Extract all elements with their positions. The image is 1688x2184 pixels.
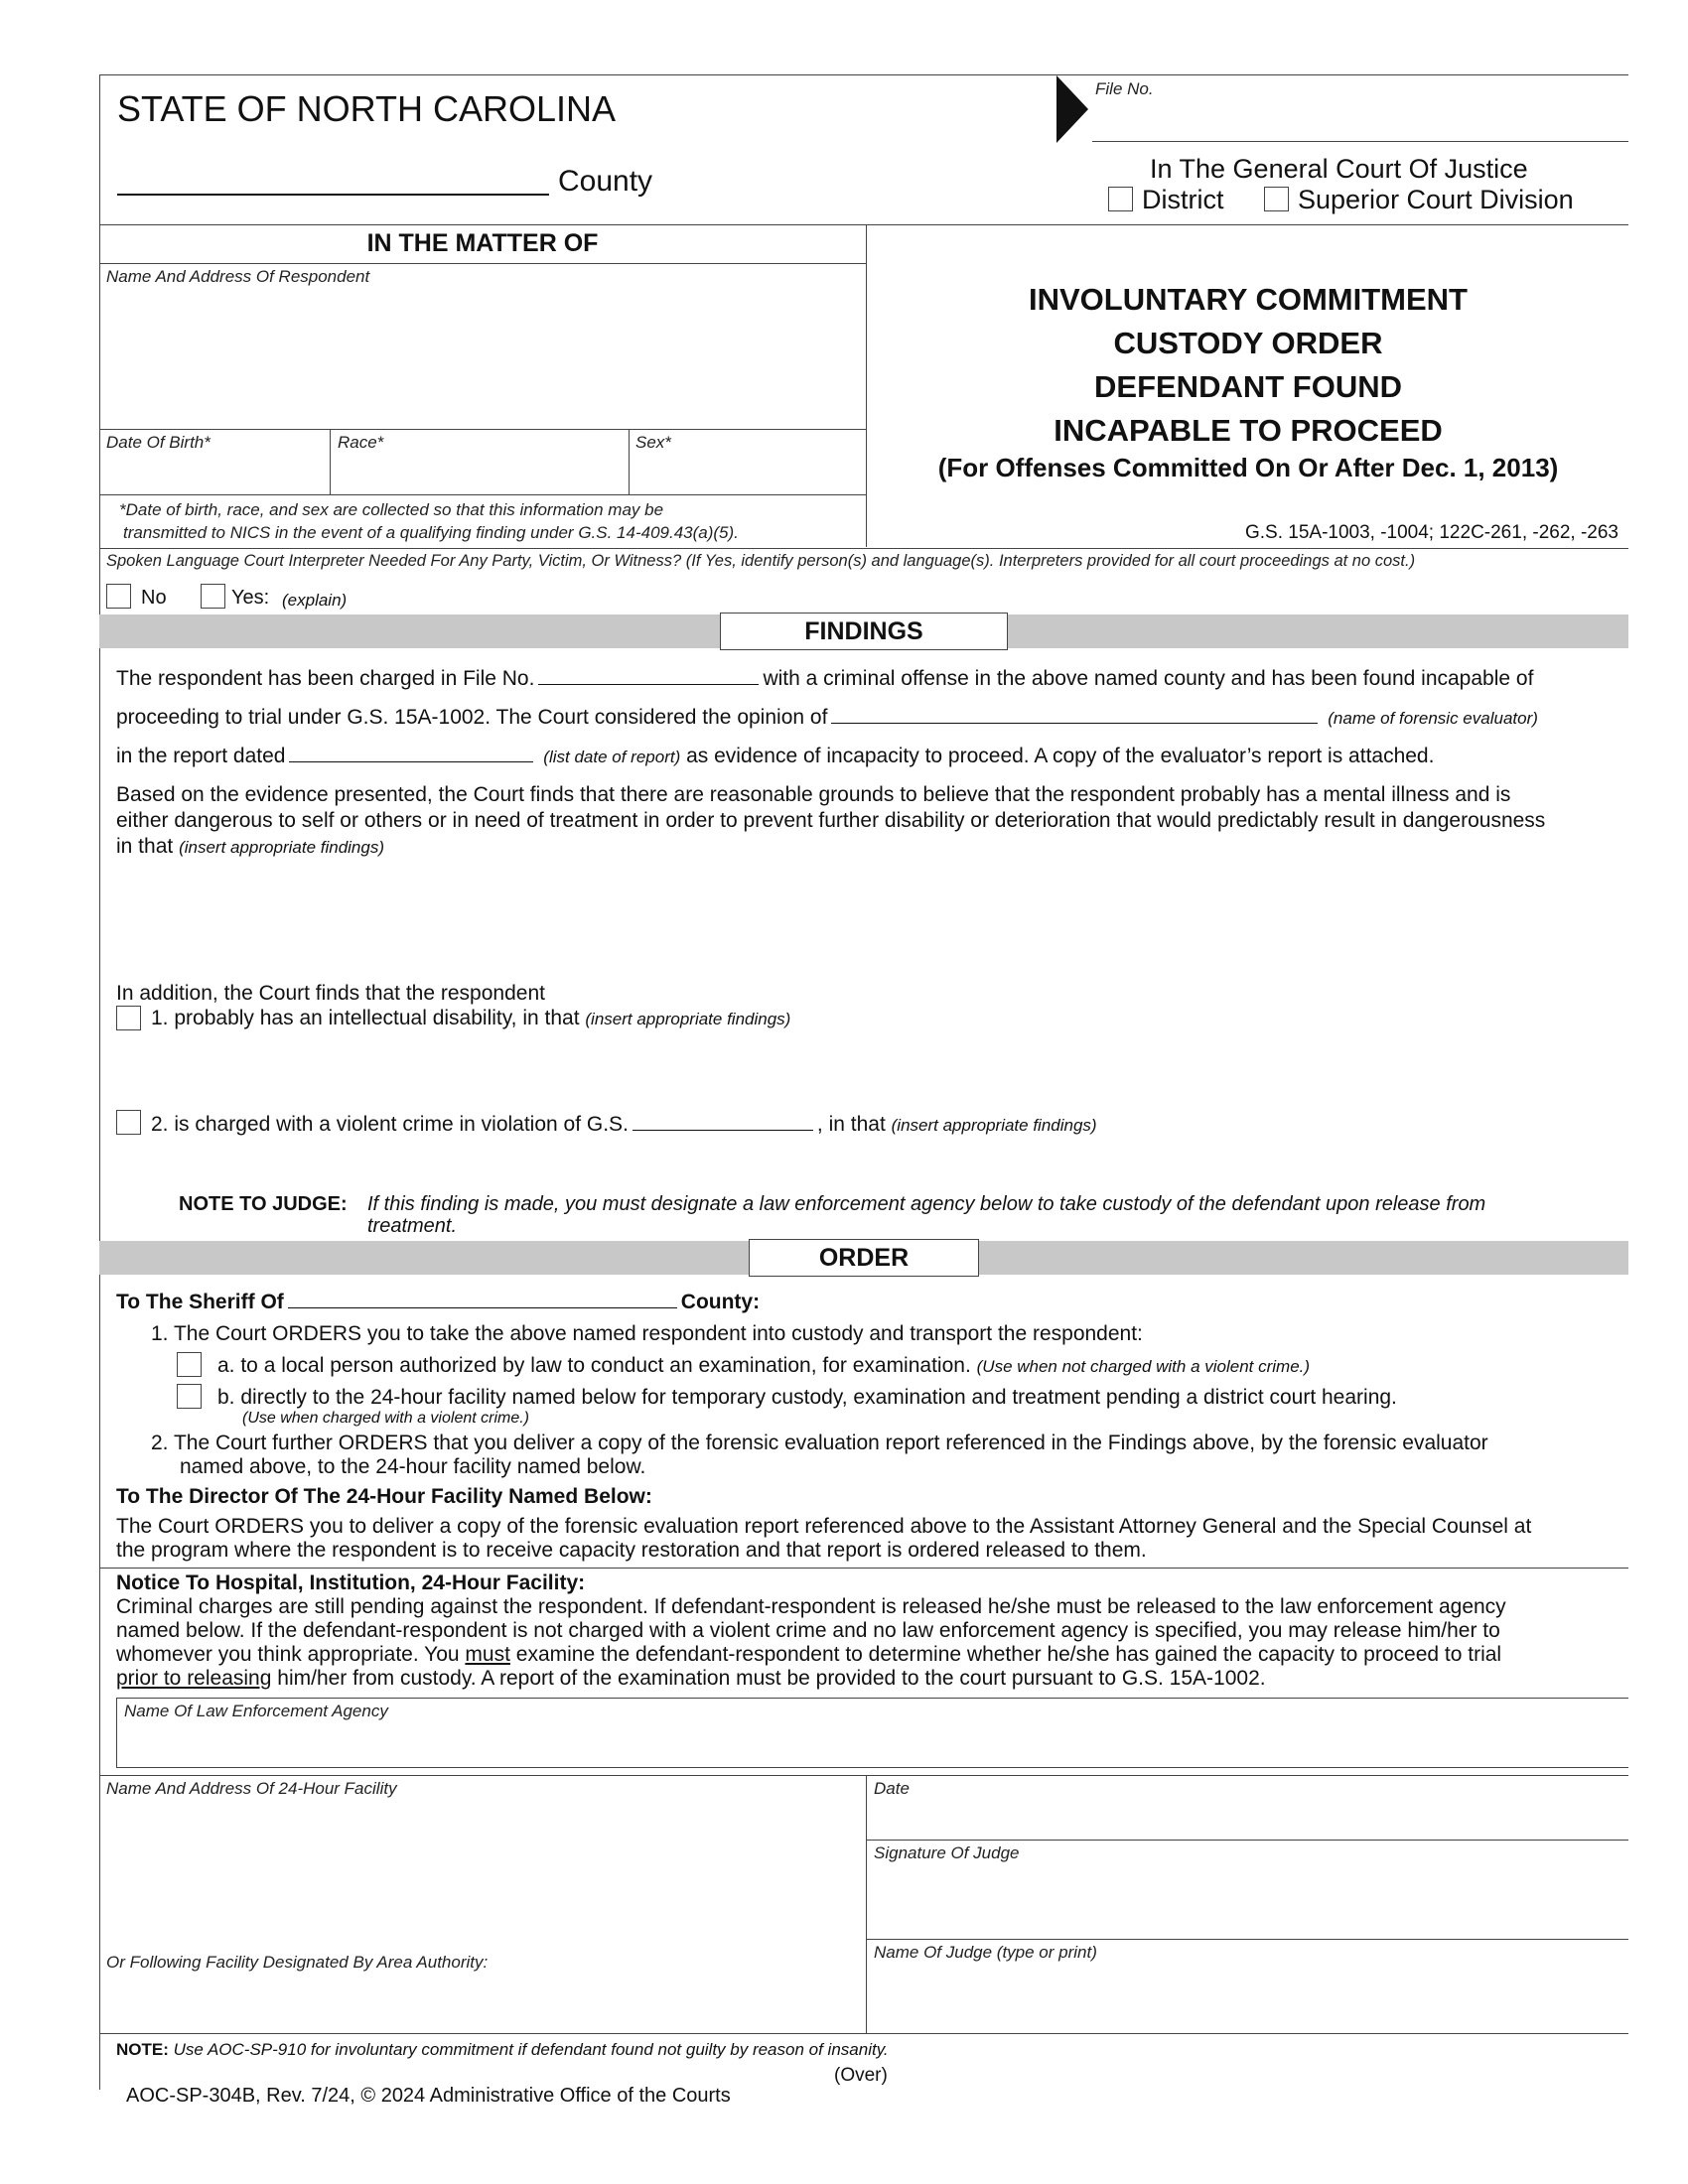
order-b-hint: (Use when charged with a violent crime.) (242, 1410, 530, 1427)
judge-name-label: Name Of Judge (type or print) (874, 1943, 1097, 1962)
note-to-judge-line2: treatment. (367, 1215, 458, 1237)
title-line5: (For Offenses Committed On Or After Dec. 1, 2013) (937, 453, 1559, 482)
name-address-field[interactable] (103, 290, 862, 425)
order-b-text: b. directly to the 24-hour facility named below for temporary custody, examination and treatment pending a district court hearing. (217, 1386, 1397, 1409)
sex-label: Sex* (635, 433, 671, 452)
director-heading: To The Director Of The 24-Hour Facility Named Below: (116, 1485, 652, 1508)
order-b-checkbox[interactable] (177, 1384, 202, 1409)
bottom-note: NOTE: Use AOC-SP-910 for involuntary commitment if defendant found not guilty by reason of insanity. (116, 2040, 889, 2059)
form-id: AOC-SP-304B, Rev. 7/24, © 2024 Administrative Office of the Courts (126, 2085, 731, 2107)
notice-line1: Criminal charges are still pending against the respondent. If defendant-respondent is released he/she must be released to the law enforcement agency (116, 1595, 1506, 1618)
sex-field[interactable] (633, 455, 862, 490)
dob-label: Date Of Birth* (106, 433, 211, 452)
alt-facility-field[interactable] (103, 1976, 862, 2029)
sheriff-county-blank[interactable] (288, 1288, 677, 1308)
notice-line4: prior to releasing him/her from custody. A report of the examination must be provided to the court pursuant to G.S. 15A-1002. (116, 1667, 1266, 1690)
statutes: G.S. 15A-1003, -1004; 122C-261, -262, -263 (1244, 522, 1618, 543)
order-item2-line2: named above, to the 24-hour facility named below. (180, 1455, 646, 1478)
top-rule (99, 74, 1053, 75)
order-a-checkbox[interactable] (177, 1352, 202, 1377)
signature-bottom-rule (866, 1939, 1628, 1940)
date-field[interactable] (870, 1802, 1624, 1838)
date-label: Date (874, 1779, 910, 1798)
facility-field[interactable] (103, 1802, 862, 1941)
dob-top-rule (99, 429, 866, 430)
bottom-top-rule (99, 1775, 1628, 1776)
interpreter-no-checkbox[interactable] (106, 584, 131, 609)
signature-label: Signature Of Judge (874, 1843, 1020, 1862)
item2-text: 2. is charged with a violent crime in violation of G.S. , in that (insert appropriate findings) (151, 1110, 1097, 1139)
findings-p1-line2: either dangerous to self or others or in need of treatment in order to prevent further disability or deterioration that would predictably result in dangerousness (116, 809, 1546, 832)
file-no-blank[interactable] (538, 664, 759, 685)
state-title: STATE OF NORTH CAROLINA (117, 88, 617, 129)
evaluator-blank[interactable] (831, 703, 1318, 724)
county-label: County (558, 165, 653, 198)
findings-line3: in the report dated (list date of report) as evidence of incapacity to proceed. A copy of the evaluator’s report is attached. (116, 742, 1434, 770)
note-to-judge-label: NOTE TO JUDGE: (179, 1193, 348, 1215)
interpreter-question: Spoken Language Court Interpreter Needed For Any Party, Victim, Or Witness? (If Yes, identify person(s) and language(s). Interpreters provided for all court proceedings at no cost.) (106, 552, 1416, 570)
interpreter-yes-label: Yes: (231, 587, 270, 609)
findings-line1: The respondent has been charged in File No. with a criminal offense in the above named county and has been found incapable of (116, 664, 1533, 692)
findings-line2: proceeding to trial under G.S. 15A-1002. The Court considered the opinion of (name of forensic evaluator) (116, 703, 1538, 732)
signature-field[interactable] (870, 1866, 1624, 1936)
notice-heading: Notice To Hospital, Institution, 24-Hour Facility: (116, 1571, 586, 1594)
director-line1: The Court ORDERS you to deliver a copy of the forensic evaluation report referenced above to the Assistant Attorney General and the Special Counsel at (116, 1515, 1532, 1538)
name-address-label: Name And Address Of Respondent (106, 267, 370, 286)
header-bottom-rule (99, 224, 1628, 225)
file-no-input[interactable] (1092, 141, 1628, 142)
order-item2-line1: 2. The Court further ORDERS that you deliver a copy of the forensic evaluation report referenced in the Findings above, by the forensic evaluator (151, 1432, 1488, 1454)
dob-bottom-rule (99, 494, 866, 495)
dob-field[interactable] (103, 455, 326, 490)
bottom-block-rule (99, 2033, 1628, 2034)
agency-bottom-rule (116, 1767, 1628, 1768)
interpreter-yes-checkbox[interactable] (201, 584, 225, 609)
district-checkbox[interactable] (1108, 187, 1133, 211)
director-line2: the program where the respondent is to receive capacity restoration and that report is ordered released to them. (116, 1539, 1147, 1562)
order-item1: 1. The Court ORDERS you to take the above named respondent into custody and transport the respondent: (151, 1322, 1143, 1345)
matter-heading-rule (99, 263, 866, 264)
findings-addition: In addition, the Court finds that the respondent (116, 982, 545, 1005)
footnote-line2: transmitted to NICS in the event of a qualifying finding under G.S. 14-409.43(a)(5). (123, 523, 739, 542)
findings-p1-line1: Based on the evidence presented, the Court finds that there are reasonable grounds to believe that the respondent probably has a mental illness and is (116, 783, 1511, 806)
facility-label: Name And Address Of 24-Hour Facility (106, 1779, 397, 1798)
interpreter-no-label: No (141, 587, 167, 609)
superior-label: Superior Court Division (1298, 185, 1574, 214)
violent-crime-gs-blank[interactable] (633, 1110, 813, 1131)
interpreter-yes-hint: (explain) (282, 591, 348, 610)
title-line4: INCAPABLE TO PROCEED (1054, 413, 1443, 448)
file-no-label: File No. (1095, 79, 1154, 98)
note-to-judge-line1: If this finding is made, you must designate a law enforcement agency below to take custody of the defendant upon release from (367, 1193, 1486, 1215)
item1-text-area[interactable] (151, 1034, 1611, 1104)
footnote-line1: *Date of birth, race, and sex are collected so that this information may be (119, 500, 664, 519)
file-no-arrow-icon (1056, 75, 1088, 143)
notice-line3: whomever you think appropriate. You must examine the defendant-respondent to determine whether he/she has gained the capacity to proceed to trial (116, 1643, 1502, 1666)
bottom-divider (866, 1775, 867, 2033)
item1-text: 1. probably has an intellectual disability, in that (insert appropriate findings) (151, 1007, 791, 1029)
item2-checkbox[interactable] (116, 1110, 141, 1135)
title-line3: DEFENDANT FOUND (1094, 369, 1402, 404)
notice-line2: named below. If the defendant-respondent is not charged with a violent crime and no law enforcement agency is specified, you may release him/her to (116, 1619, 1500, 1642)
district-label: District (1142, 185, 1224, 214)
matter-heading: IN THE MATTER OF (366, 229, 599, 257)
alt-facility-label: Or Following Facility Designated By Area Authority: (106, 1953, 489, 1972)
item1-checkbox[interactable] (116, 1006, 141, 1030)
findings-p1-line3: in that (insert appropriate findings) (116, 835, 385, 858)
order-heading: ORDER (749, 1239, 979, 1277)
race-label: Race* (338, 433, 384, 452)
item2-text-area[interactable] (151, 1140, 1611, 1191)
over-label: (Over) (834, 2065, 888, 2086)
report-date-blank[interactable] (289, 742, 533, 762)
date-bottom-rule (866, 1840, 1628, 1841)
notice-top-rule (99, 1568, 1628, 1569)
agency-top-rule (116, 1698, 1628, 1699)
interpreter-top-rule (99, 548, 1628, 549)
title-line1: INVOLUNTARY COMMITMENT (1028, 282, 1468, 317)
dob-divider (330, 429, 331, 494)
top-rule-right (1053, 74, 1628, 75)
superior-checkbox[interactable] (1264, 187, 1289, 211)
agency-left-rule (116, 1698, 117, 1767)
judge-name-field[interactable] (870, 1966, 1624, 2029)
court-line: In The General Court Of Justice (1150, 154, 1528, 184)
left-border (99, 74, 100, 2090)
agency-label: Name Of Law Enforcement Agency (124, 1702, 388, 1720)
agency-field[interactable] (120, 1723, 1624, 1765)
findings-heading: FINDINGS (720, 613, 1008, 650)
county-input[interactable] (117, 194, 549, 196)
race-divider (629, 429, 630, 494)
order-a-text: a. to a local person authorized by law to conduct an examination, for examination. (Use when not charged with a violent crime.) (217, 1354, 1311, 1377)
race-field[interactable] (334, 455, 625, 490)
title-line2: CUSTODY ORDER (1113, 326, 1383, 360)
sheriff-line: To The Sheriff Of County: (116, 1288, 760, 1315)
findings-text-area[interactable] (116, 864, 1616, 973)
